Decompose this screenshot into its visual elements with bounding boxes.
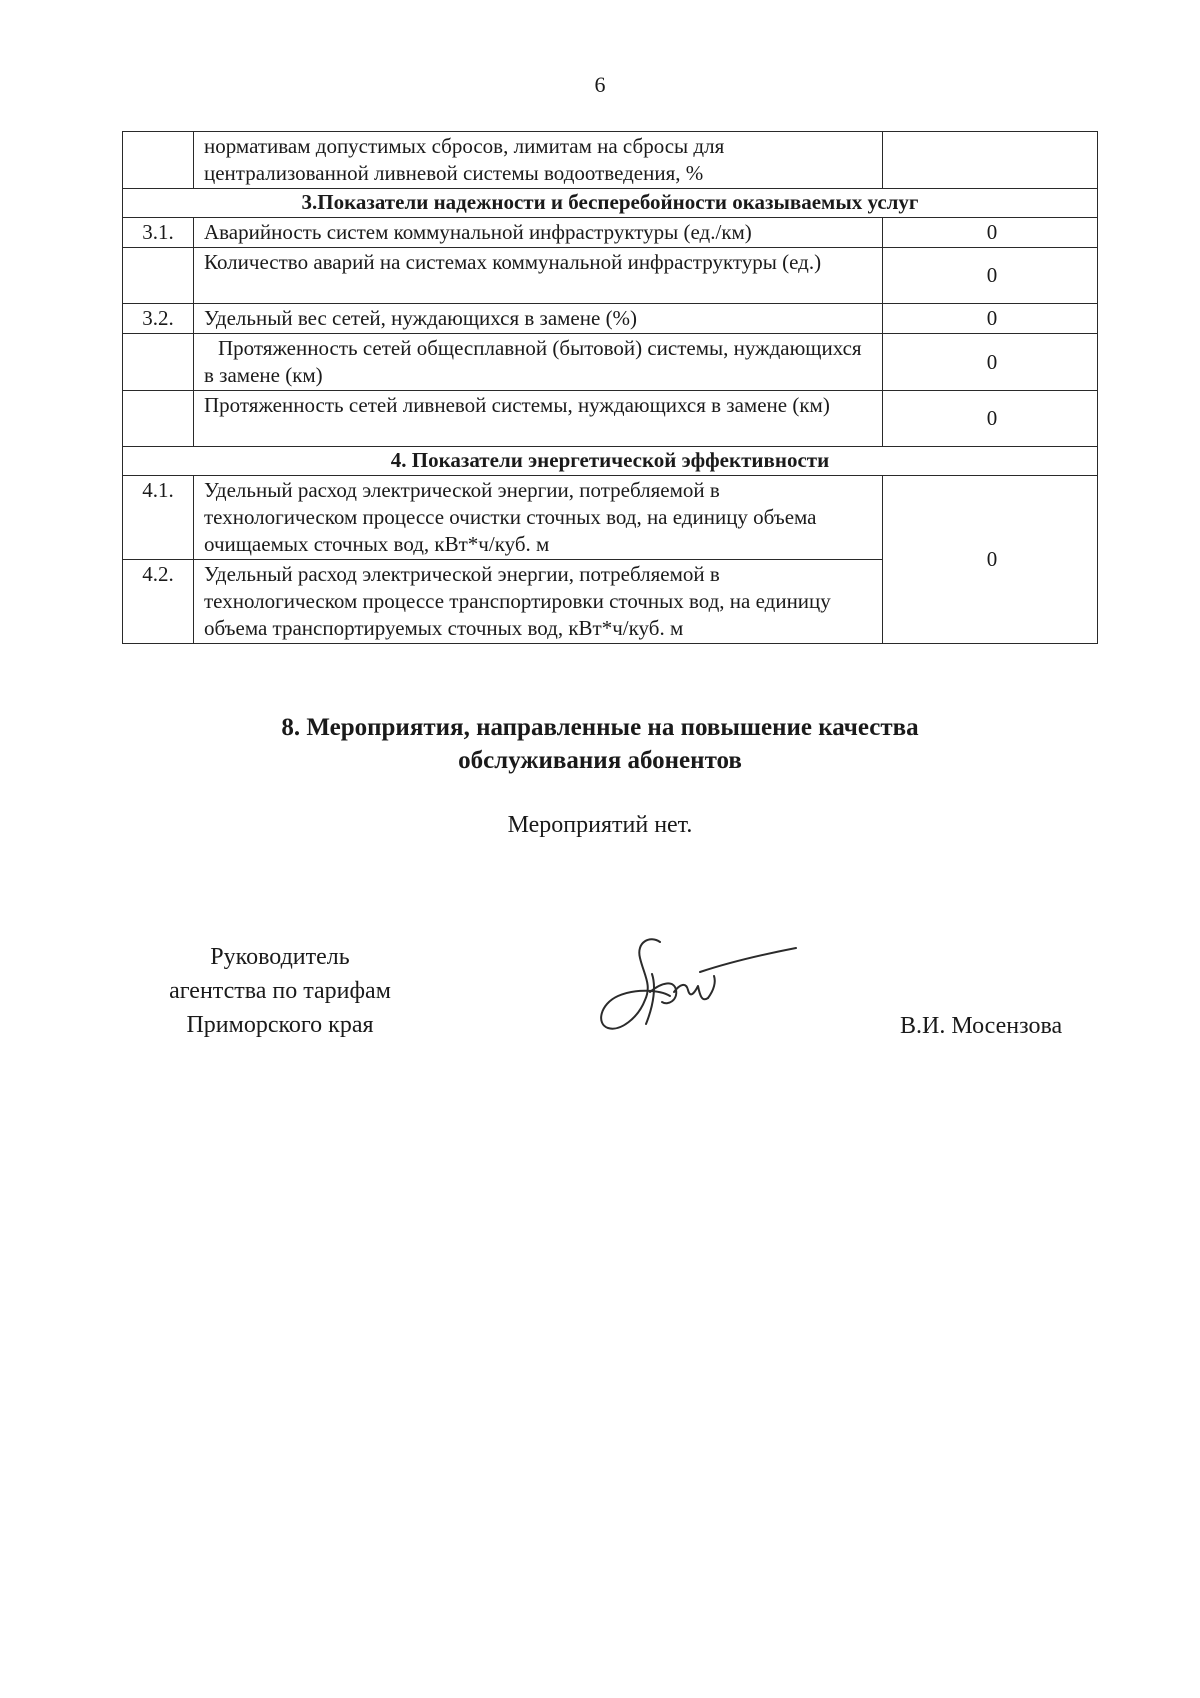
table-row (123, 132, 1098, 189)
row-description-cell: Удельный вес сетей, нуждающихся в замене (%) (194, 304, 883, 334)
signer-position (120, 940, 440, 1042)
row-value-cell: 0 (883, 218, 1098, 248)
row-description-cell: Протяженность сетей общесплавной (бытовой) системы, нуждающихся в замене (км) (194, 334, 883, 391)
section8-heading-line2: обслуживания абонентов (458, 747, 742, 774)
page-number: 6 (594, 72, 606, 97)
row-description-cell: Удельный расход электрической энергии, потребляемой в технологическом процессе очистки сточных вод, на единицу объема очищаемых сточных вод, кВт*ч/куб. м (194, 476, 883, 560)
table-row (123, 334, 1098, 391)
row-number-cell: 4.1. (123, 476, 194, 560)
row-value-cell: 0 (883, 304, 1098, 334)
row-value-cell: 0 (883, 391, 1098, 447)
row-number-cell: 4.2. (123, 560, 194, 644)
row-number-cell (123, 334, 194, 391)
row-number-cell: 3.2. (123, 304, 194, 334)
signer-position-line3: Приморского края (186, 1012, 374, 1038)
row-value-cell (883, 132, 1098, 189)
row-description-cell: Удельный расход электрической энергии, потребляемой в технологическом процессе транспортировки сточных вод, на единицу объема транспортируемых сточных вод, кВт*ч/куб. м (194, 560, 883, 644)
table-row (123, 391, 1098, 447)
merged-value-cell: 0 (883, 476, 1098, 644)
table-row (123, 476, 1098, 560)
signer-name: В.И. Мосензова (900, 1013, 1063, 1039)
section-header-row (123, 189, 1098, 218)
row-number-cell (123, 248, 194, 304)
row-description-cell: Количество аварий на системах коммунальной инфраструктуры (ед.) (194, 248, 883, 304)
section4-title: 4. Показатели энергетической эффективности (123, 447, 1098, 476)
row-description-cell: Аварийность систем коммунальной инфраструктуры (ед./км) (194, 218, 883, 248)
signer-position-line1: Руководитель (210, 944, 350, 970)
section-header-row (123, 447, 1098, 476)
table-row (123, 218, 1098, 248)
row-number-cell (123, 132, 194, 189)
section8-heading-line1: 8. Мероприятия, направленные на повышение качества (281, 714, 919, 741)
section8-heading (0, 711, 1200, 777)
section8-body: Мероприятий нет. (507, 812, 693, 838)
table-row (123, 248, 1098, 304)
row-number-cell: 3.1. (123, 218, 194, 248)
row-value-cell: 0 (883, 248, 1098, 304)
indicators-table (122, 131, 1098, 644)
row-number-cell (123, 391, 194, 447)
section3-title: 3.Показатели надежности и бесперебойности оказываемых услуг (123, 189, 1098, 218)
row-value-cell: 0 (883, 334, 1098, 391)
handwritten-signature (590, 930, 810, 1050)
signer-position-line2: агентства по тарифам (169, 978, 391, 1004)
row-description-cell: Протяженность сетей ливневой системы, нуждающихся в замене (км) (194, 391, 883, 447)
row-description-cell: нормативам допустимых сбросов, лимитам на сбросы для централизованной ливневой системы водоотведения, % (194, 132, 883, 189)
table-row (123, 304, 1098, 334)
